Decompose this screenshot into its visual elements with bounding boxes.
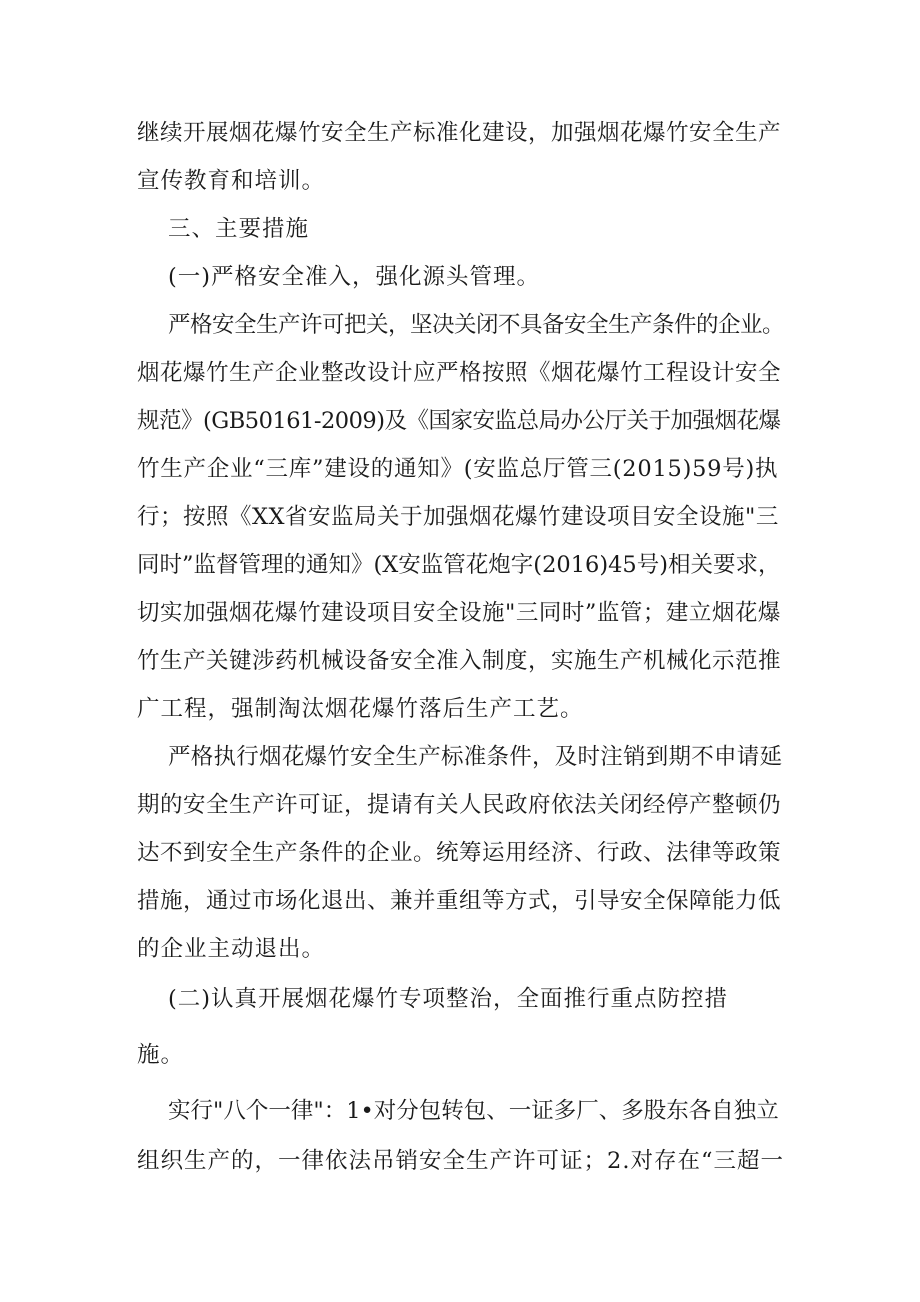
paragraph-line: 实行"八个一律"：1•对分包转包、一证多厂、多股东各自独立 <box>168 1098 779 1124</box>
paragraph-line: 规范》(GB50161-2009)及《国家安监总局办公厅关于加强烟花爆 <box>137 408 781 434</box>
paragraph-line: 同时”监督管理的通知》(X安监管花炮字(2016)45号)相关要求， <box>137 552 781 578</box>
paragraph-line: 组织生产的，一律依法吊销安全生产许可证；2.对存在“三超一 <box>137 1148 784 1174</box>
paragraph-line: 的企业主动退出。 <box>137 936 326 962</box>
paragraph-line: 竹生产关键涉药机械设备安全准入制度，实施生产机械化示范推 <box>137 648 782 674</box>
paragraph-line: 切实加强烟花爆竹建设项目安全设施"三同时”监管；建立烟花爆 <box>137 600 781 626</box>
paragraph-line: 措施，通过市场化退出、兼并重组等方式，引导安全保障能力低 <box>137 888 782 914</box>
paragraph-line: 期的安全生产许可证，提请有关人民政府依法关闭经停产整顿仍 <box>137 792 782 818</box>
paragraph-line: 烟花爆竹生产企业整改设计应严格按照《烟花爆竹工程设计安全 <box>137 360 782 386</box>
subsection-heading-continued: 施。 <box>137 1042 185 1068</box>
paragraph-line: 竹生产企业“三库”建设的通知》(安监总厅管三(2015)59号)执 <box>137 456 779 482</box>
subsection-heading: (二)认真开展烟花爆竹专项整治，全面推行重点防控措 <box>168 986 729 1012</box>
paragraph-line: 广工程，强制淘汰烟花爆竹落后生产工艺。 <box>137 696 584 722</box>
paragraph-line: 继续开展烟花爆竹安全生产标准化建设，加强烟花爆竹安全生产 <box>137 120 782 146</box>
paragraph-line: 宣传教育和培训。 <box>137 168 326 194</box>
paragraph-line: 严格安全生产许可把关，坚决关闭不具备安全生产条件的企业。 <box>168 312 785 338</box>
paragraph-line: 行；按照《XX省安监局关于加强烟花爆竹建设项目安全设施"三 <box>137 504 779 530</box>
paragraph-line: 严格执行烟花爆竹安全生产标准条件，及时注销到期不申请延 <box>168 744 783 770</box>
subsection-heading: (一)严格安全准入，强化源头管理。 <box>168 264 541 290</box>
section-heading: 三、主要措施 <box>168 216 310 242</box>
paragraph-line: 达不到安全生产条件的企业。统筹运用经济、行政、法律等政策 <box>137 840 782 866</box>
